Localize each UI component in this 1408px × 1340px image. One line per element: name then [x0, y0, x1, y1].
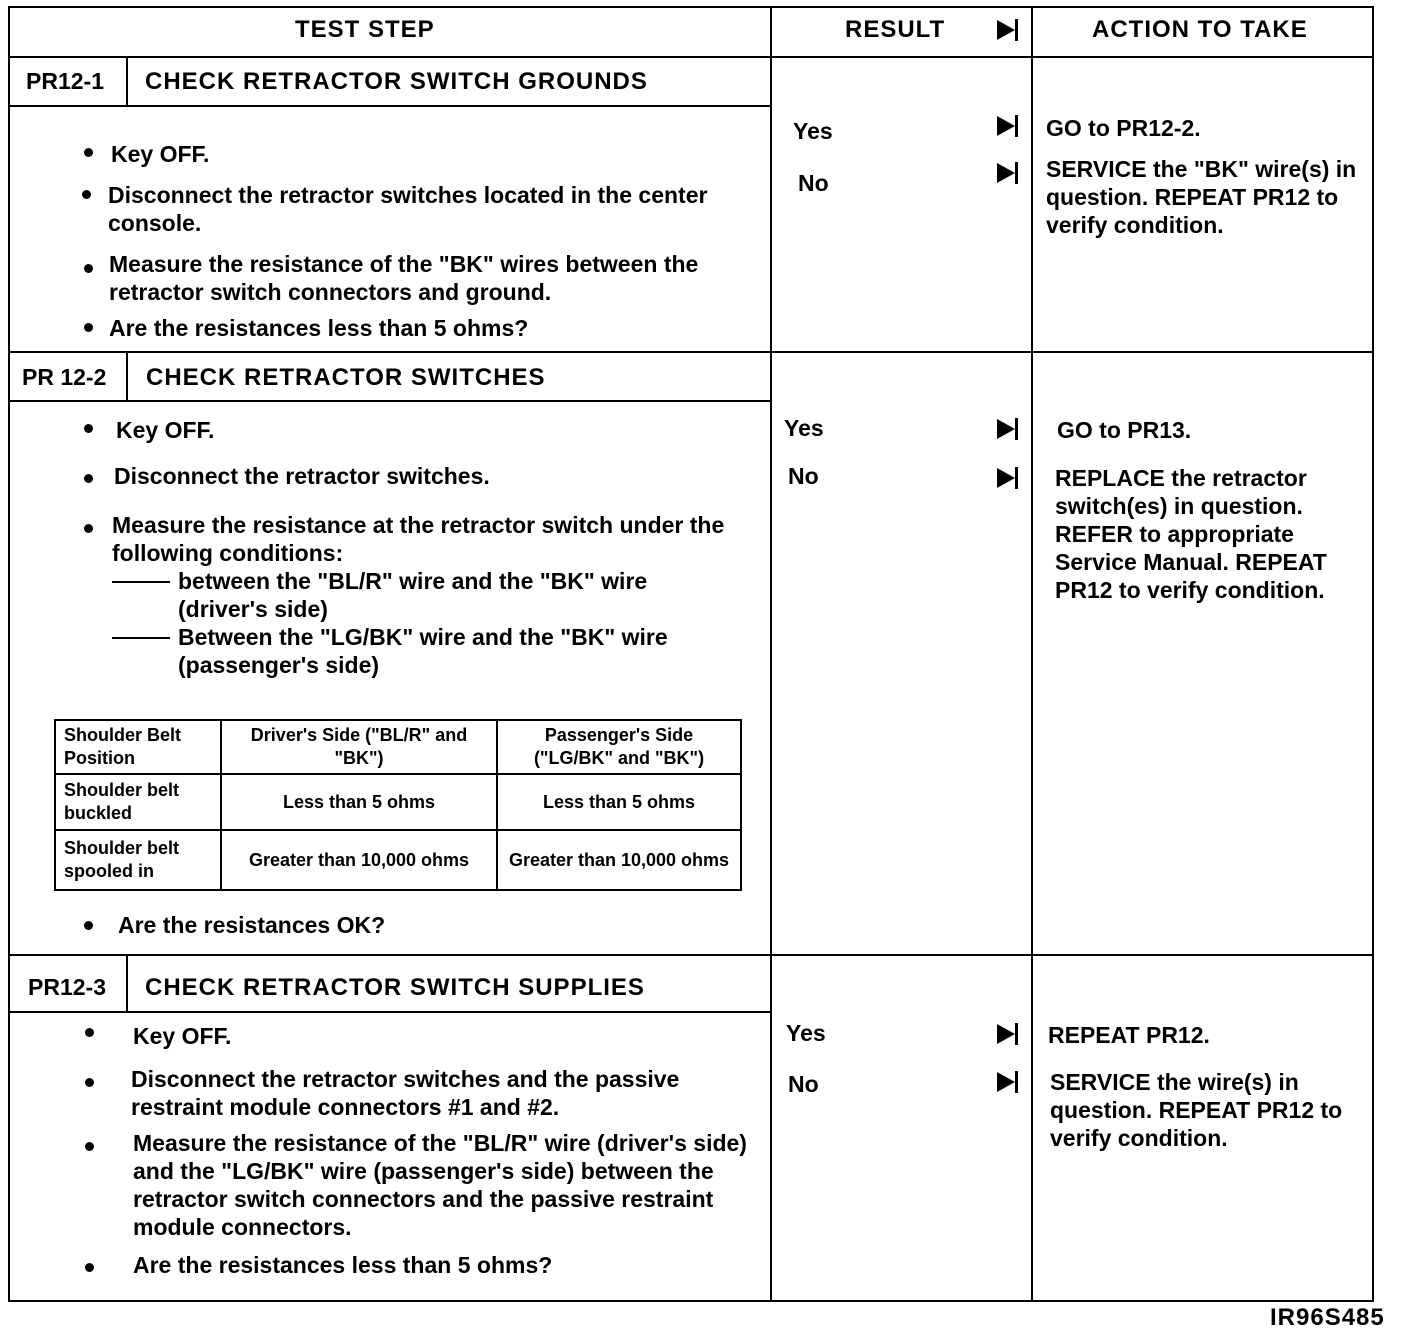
step2-id-divider: [126, 351, 128, 401]
step1-title-divider: [8, 105, 771, 107]
step2-bullet-4: Are the resistances OK?: [118, 912, 386, 938]
table-row: [55, 774, 741, 830]
table-cell: Greater than 10,000 ohms: [221, 830, 497, 890]
step2-yes-action: GO to PR13.: [1057, 417, 1192, 443]
bullet-icon: [84, 524, 93, 533]
arrow-bar-icon: [1015, 418, 1018, 440]
header-result: RESULT: [845, 16, 946, 43]
step2-bullet-1: Key OFF.: [116, 417, 215, 443]
step3-no: No: [788, 1071, 819, 1097]
step1-bullet-1: Key OFF.: [111, 141, 210, 167]
step1-id: PR12-1: [26, 68, 104, 94]
step2-condition-1: [112, 567, 762, 623]
step2-no: No: [788, 463, 819, 489]
table-cell: Shoulder belt buckled: [55, 774, 221, 830]
blank-line: [112, 637, 170, 639]
arrow-bar-icon: [1015, 1023, 1018, 1045]
step2-condition-2: [112, 623, 762, 679]
table-header-cell: Passenger's Side ("LG/BK" and "BK"): [497, 720, 741, 774]
step1-bullet-4: Are the resistances less than 5 ohms?: [109, 315, 529, 341]
table-cell: Less than 5 ohms: [221, 774, 497, 830]
bullet-icon: [84, 323, 93, 332]
step2-no-arrow-icon: [997, 468, 1015, 488]
bullet-icon: [85, 1078, 94, 1087]
step1-title: CHECK RETRACTOR SWITCH GROUNDS: [145, 68, 648, 95]
bullet-icon: [85, 1028, 94, 1037]
arrow-bar-icon: [1015, 1071, 1018, 1093]
step1-id-divider: [126, 56, 128, 106]
step2-bottom-divider: [8, 954, 1374, 956]
step3-no-arrow-icon: [997, 1072, 1015, 1092]
table-cell: Less than 5 ohms: [497, 774, 741, 830]
step1-yes-arrow-icon: [997, 116, 1015, 136]
step1-yes-action: GO to PR12-2.: [1046, 115, 1201, 141]
resistance-spec-table: [54, 719, 742, 891]
step1-bottom-divider: [8, 351, 1374, 353]
step2-no-action: REPLACE the retractor switch(es) in question. REFER to appropriate Service Manual. REPEAT PR12 to verify condition.: [1055, 465, 1327, 603]
step3-id: PR12-3: [28, 974, 106, 1000]
table-header-cell: Driver's Side ("BL/R" and "BK"): [221, 720, 497, 774]
arrow-bar-icon: [1015, 467, 1018, 489]
step3-bullet-2: Disconnect the retractor switches and the passive restraint module connectors #1 and #2.: [131, 1066, 680, 1120]
step3-title-divider: [8, 1011, 771, 1013]
step1-no: No: [798, 170, 829, 196]
column-divider-result: [770, 6, 772, 1302]
step1-bullet-3: Measure the resistance of the "BK" wires between the retractor switch connectors and ground.: [109, 251, 699, 305]
header-divider: [8, 56, 1374, 58]
step2-bullet-2: Disconnect the retractor switches.: [114, 463, 490, 489]
header-arrow-bar-icon: [1015, 19, 1018, 41]
step3-bullet-3: Measure the resistance of the "BL/R" wire (driver's side) and the "LG/BK" wire (passenger's side) between the retractor switch connectors and the passive restraint module connectors.: [133, 1130, 747, 1240]
bullet-icon: [84, 921, 93, 930]
step3-id-divider: [126, 954, 128, 1012]
table-row: [55, 830, 741, 890]
step2-title: CHECK RETRACTOR SWITCHES: [146, 364, 546, 391]
step3-yes-arrow-icon: [997, 1024, 1015, 1044]
table-header-row: [55, 720, 741, 774]
step2-yes-arrow-icon: [997, 419, 1015, 439]
blank-line: [112, 581, 170, 583]
step1-bullet-2: Disconnect the retractor switches located in the center console.: [108, 182, 708, 236]
header-action: ACTION TO TAKE: [1092, 16, 1308, 43]
bullet-icon: [84, 474, 93, 483]
step3-yes-action: REPEAT PR12.: [1048, 1022, 1210, 1048]
bullet-icon: [84, 148, 93, 157]
table-cell: Shoulder belt spooled in: [55, 830, 221, 890]
condition-text: between the "BL/R" wire and the "BK" wire (driver's side): [178, 568, 648, 622]
header-test-step: TEST STEP: [295, 16, 435, 43]
arrow-bar-icon: [1015, 162, 1018, 184]
header-arrow-icon: [997, 20, 1015, 40]
table-cell: Greater than 10,000 ohms: [497, 830, 741, 890]
step2-title-divider: [8, 400, 771, 402]
table-header-cell: Shoulder Belt Position: [55, 720, 221, 774]
bullet-icon: [85, 1263, 94, 1272]
step3-yes: Yes: [786, 1020, 826, 1046]
bullet-icon: [84, 264, 93, 273]
bullet-icon: [84, 424, 93, 433]
figure-id: IR96S485: [1270, 1304, 1385, 1331]
step3-bullet-1: Key OFF.: [133, 1023, 232, 1049]
step2-id: PR 12-2: [22, 364, 107, 390]
step3-no-action: SERVICE the wire(s) in question. REPEAT PR12 to verify condition.: [1050, 1069, 1343, 1151]
step1-yes: Yes: [793, 118, 833, 144]
step2-yes: Yes: [784, 415, 824, 441]
bullet-icon: [82, 190, 91, 199]
step3-bullet-4: Are the resistances less than 5 ohms?: [133, 1252, 553, 1278]
step1-no-arrow-icon: [997, 163, 1015, 183]
condition-text: Between the "LG/BK" wire and the "BK" wire (passenger's side): [178, 624, 668, 678]
bullet-icon: [85, 1142, 94, 1151]
step2-bullet-3: Measure the resistance at the retractor switch under the following conditions:: [112, 512, 725, 566]
step3-title: CHECK RETRACTOR SWITCH SUPPLIES: [145, 974, 645, 1001]
step1-no-action: SERVICE the "BK" wire(s) in question. REPEAT PR12 to verify condition.: [1046, 156, 1357, 238]
arrow-bar-icon: [1015, 115, 1018, 137]
column-divider-action: [1031, 6, 1033, 1302]
